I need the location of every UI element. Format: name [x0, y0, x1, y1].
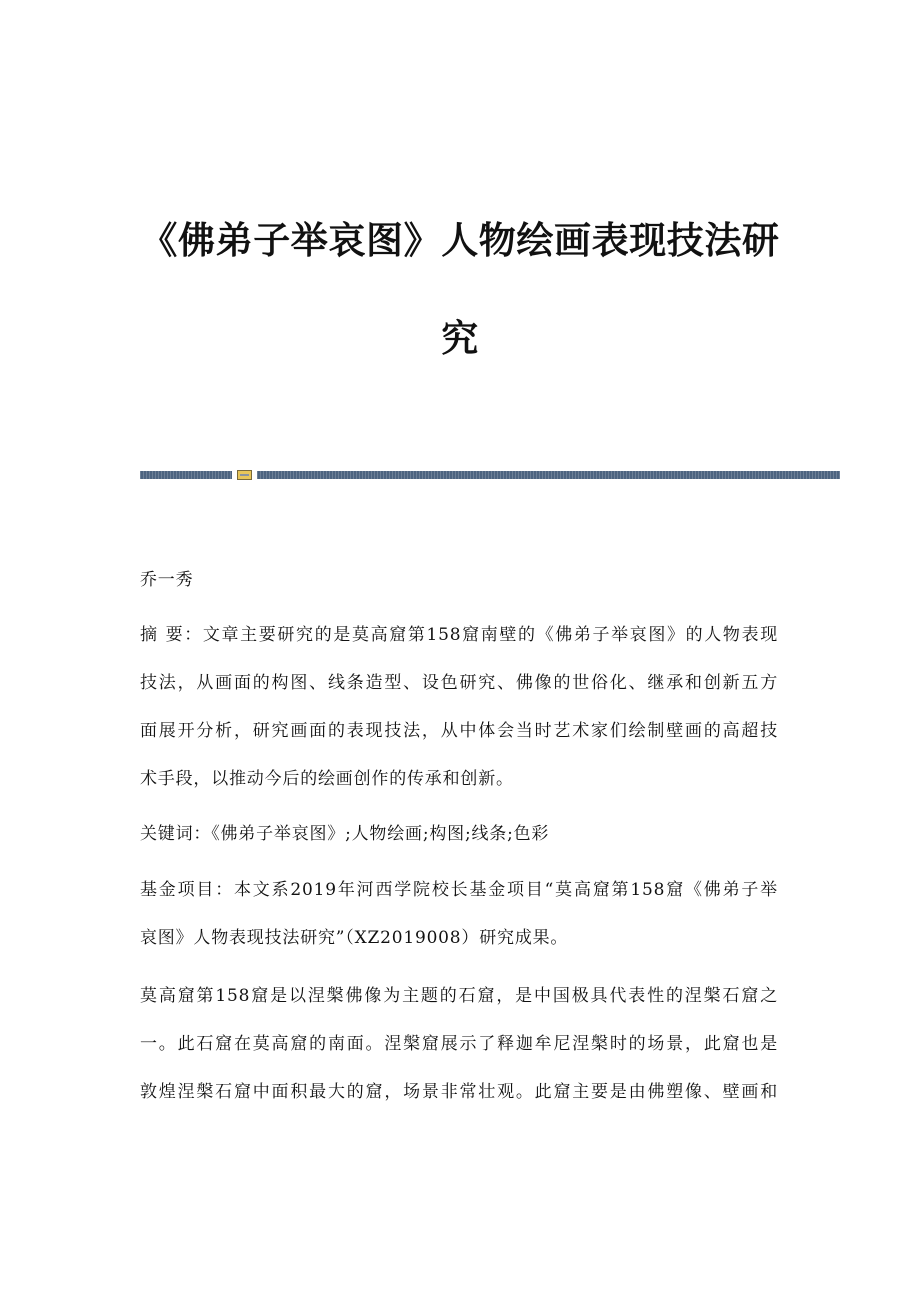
fund-line: 基金项目：本文系2019年河西学院校长基金项目“莫高窟第158窟《佛弟子举 — [140, 880, 778, 900]
title-line: 《佛弟子举哀图》人物绘画表现技法研 — [140, 218, 780, 262]
abstract — [140, 611, 778, 803]
body-line: 莫高窟第158窟是以涅槃佛像为主题的石窟，是中国极具代表性的涅槃石窟之 — [140, 986, 778, 1006]
divider-right-bar — [257, 471, 840, 479]
abstract-line: 技法，从画面的构图、线条造型、设色研究、佛像的世俗化、继承和创新五方 — [140, 673, 778, 693]
fund-statement — [140, 866, 778, 962]
abstract-line: 面展开分析，研究画面的表现技法，从中体会当时艺术家们绘制壁画的高超技 — [140, 721, 778, 741]
keywords — [140, 810, 778, 858]
divider-ornament-icon — [237, 470, 252, 480]
author-name: 乔一秀 — [140, 570, 194, 590]
keywords-line: 关键词：《佛弟子举哀图》;人物绘画;构图;线条;色彩 — [140, 824, 550, 844]
title-divider — [140, 471, 840, 480]
abstract-line: 摘 要：文章主要研究的是莫高窟第158窟南壁的《佛弟子举哀图》的人物表现 — [140, 625, 778, 645]
fund-line: 哀图》人物表现技法研究”（XZ2019008）研究成果。 — [140, 928, 569, 948]
divider-left-bar — [140, 471, 232, 479]
paper-title — [100, 191, 820, 387]
body-line: 敦煌涅槃石窟中面积最大的窟，场景非常壮观。此窟主要是由佛塑像、壁画和 — [140, 1082, 778, 1102]
body-line: 一。此石窟在莫高窟的南面。涅槃窟展示了释迦牟尼涅槃时的场景，此窟也是 — [140, 1034, 778, 1054]
body-paragraph — [140, 972, 778, 1116]
abstract-line: 术手段，以推动今后的绘画创作的传承和创新。 — [140, 769, 514, 789]
title-line: 究 — [441, 316, 479, 360]
author — [140, 556, 778, 604]
